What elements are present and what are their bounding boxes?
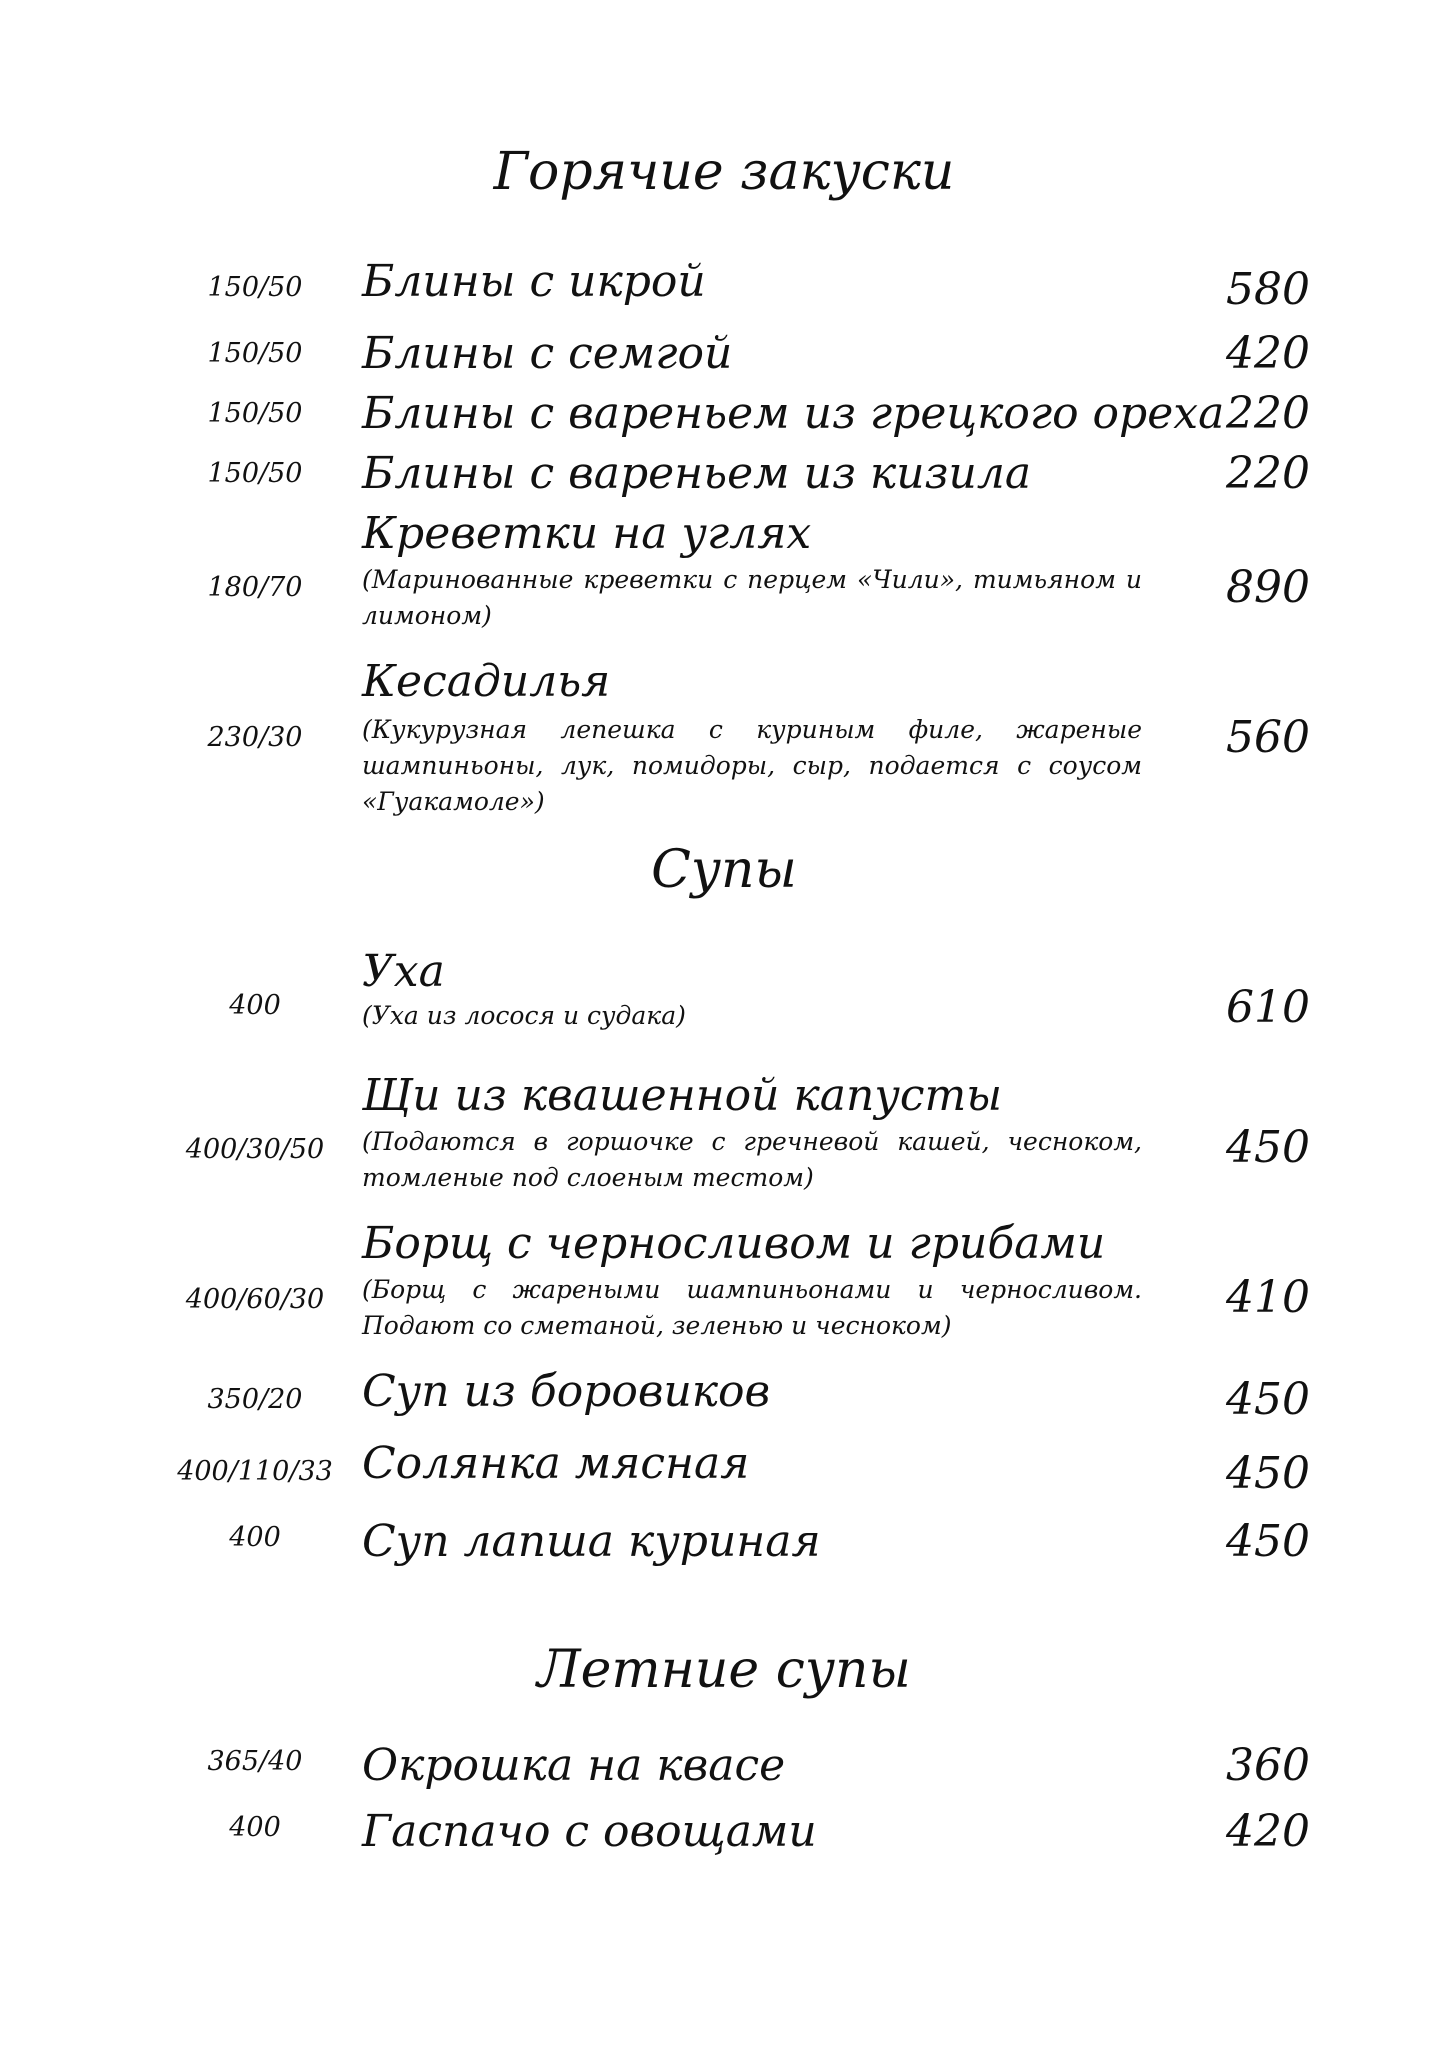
- item-weight: 365/40: [207, 1746, 303, 1777]
- item-price: 410: [1226, 1272, 1310, 1323]
- item-weight: 400: [229, 1522, 281, 1553]
- item-weight: 400: [229, 990, 281, 1021]
- section-title-hot-appetizers: Горячие закуски: [493, 142, 955, 202]
- item-name: Окрошка на квасе: [362, 1740, 786, 1791]
- item-name: Блины с семгой: [362, 328, 733, 379]
- item-name: Блины с икрой: [362, 256, 706, 307]
- item-price: 890: [1226, 562, 1310, 613]
- item-price: 420: [1226, 328, 1310, 379]
- item-name: Солянка мясная: [362, 1438, 750, 1489]
- item-description: (Борщ с жареными шампиньонами и черносливом. Подают со сметаной, зеленью и чесноком): [362, 1275, 1142, 1340]
- item-name: Борщ с черносливом и грибами: [362, 1218, 1106, 1269]
- item-price: 450: [1226, 1448, 1310, 1499]
- item-name: Уха: [362, 946, 445, 997]
- item-price: 610: [1226, 982, 1310, 1033]
- item-weight: 180/70: [207, 572, 303, 603]
- item-description: (Уха из лосося и судака): [362, 1001, 686, 1030]
- item-weight: 350/20: [207, 1384, 303, 1415]
- item-weight: 150/50: [207, 458, 303, 489]
- item-weight: 400/30/50: [185, 1134, 325, 1165]
- item-price: 450: [1226, 1516, 1310, 1567]
- item-weight: 400/60/30: [185, 1284, 325, 1315]
- item-price: 220: [1226, 448, 1310, 499]
- item-name: Блины с вареньем из кизила: [362, 448, 1032, 499]
- item-price: 560: [1226, 712, 1310, 763]
- item-price: 450: [1226, 1374, 1310, 1425]
- item-name: Суп из боровиков: [362, 1366, 771, 1417]
- item-description: (Маринованные креветки с перцем «Чили», тимьяном и лимоном): [362, 565, 1142, 630]
- item-name: Кесадилья: [362, 656, 611, 707]
- item-price: 360: [1226, 1740, 1310, 1791]
- item-description: (Кукурузная лепешка с куриным филе, жареные шампиньоны, лук, помидоры, сыр, подается с соусом «Гуакамоле»): [362, 715, 1142, 816]
- item-name: Гаспачо с овощами: [362, 1806, 817, 1857]
- item-weight: 150/50: [207, 398, 303, 429]
- item-description: (Подаются в горшочке с гречневой кашей, чесноком, томленые под слоеным тестом): [362, 1127, 1142, 1192]
- item-weight: 230/30: [207, 722, 303, 753]
- item-weight: 150/50: [207, 338, 303, 369]
- item-price: 580: [1226, 264, 1310, 315]
- item-name: Суп лапша куриная: [362, 1516, 821, 1567]
- item-name: Креветки на углях: [362, 508, 812, 559]
- item-price: 420: [1226, 1806, 1310, 1857]
- section-title-soups: Супы: [651, 840, 797, 900]
- item-weight: 150/50: [207, 272, 303, 303]
- item-weight: 400: [229, 1812, 281, 1843]
- item-name: Блины с вареньем из грецкого ореха: [362, 388, 1225, 439]
- section-title-summer-soups: Летние супы: [537, 1640, 911, 1700]
- item-price: 450: [1226, 1122, 1310, 1173]
- item-weight: 400/110/33: [177, 1456, 333, 1487]
- item-name: Щи из квашенной капусты: [362, 1070, 1003, 1121]
- item-price: 220: [1226, 388, 1310, 439]
